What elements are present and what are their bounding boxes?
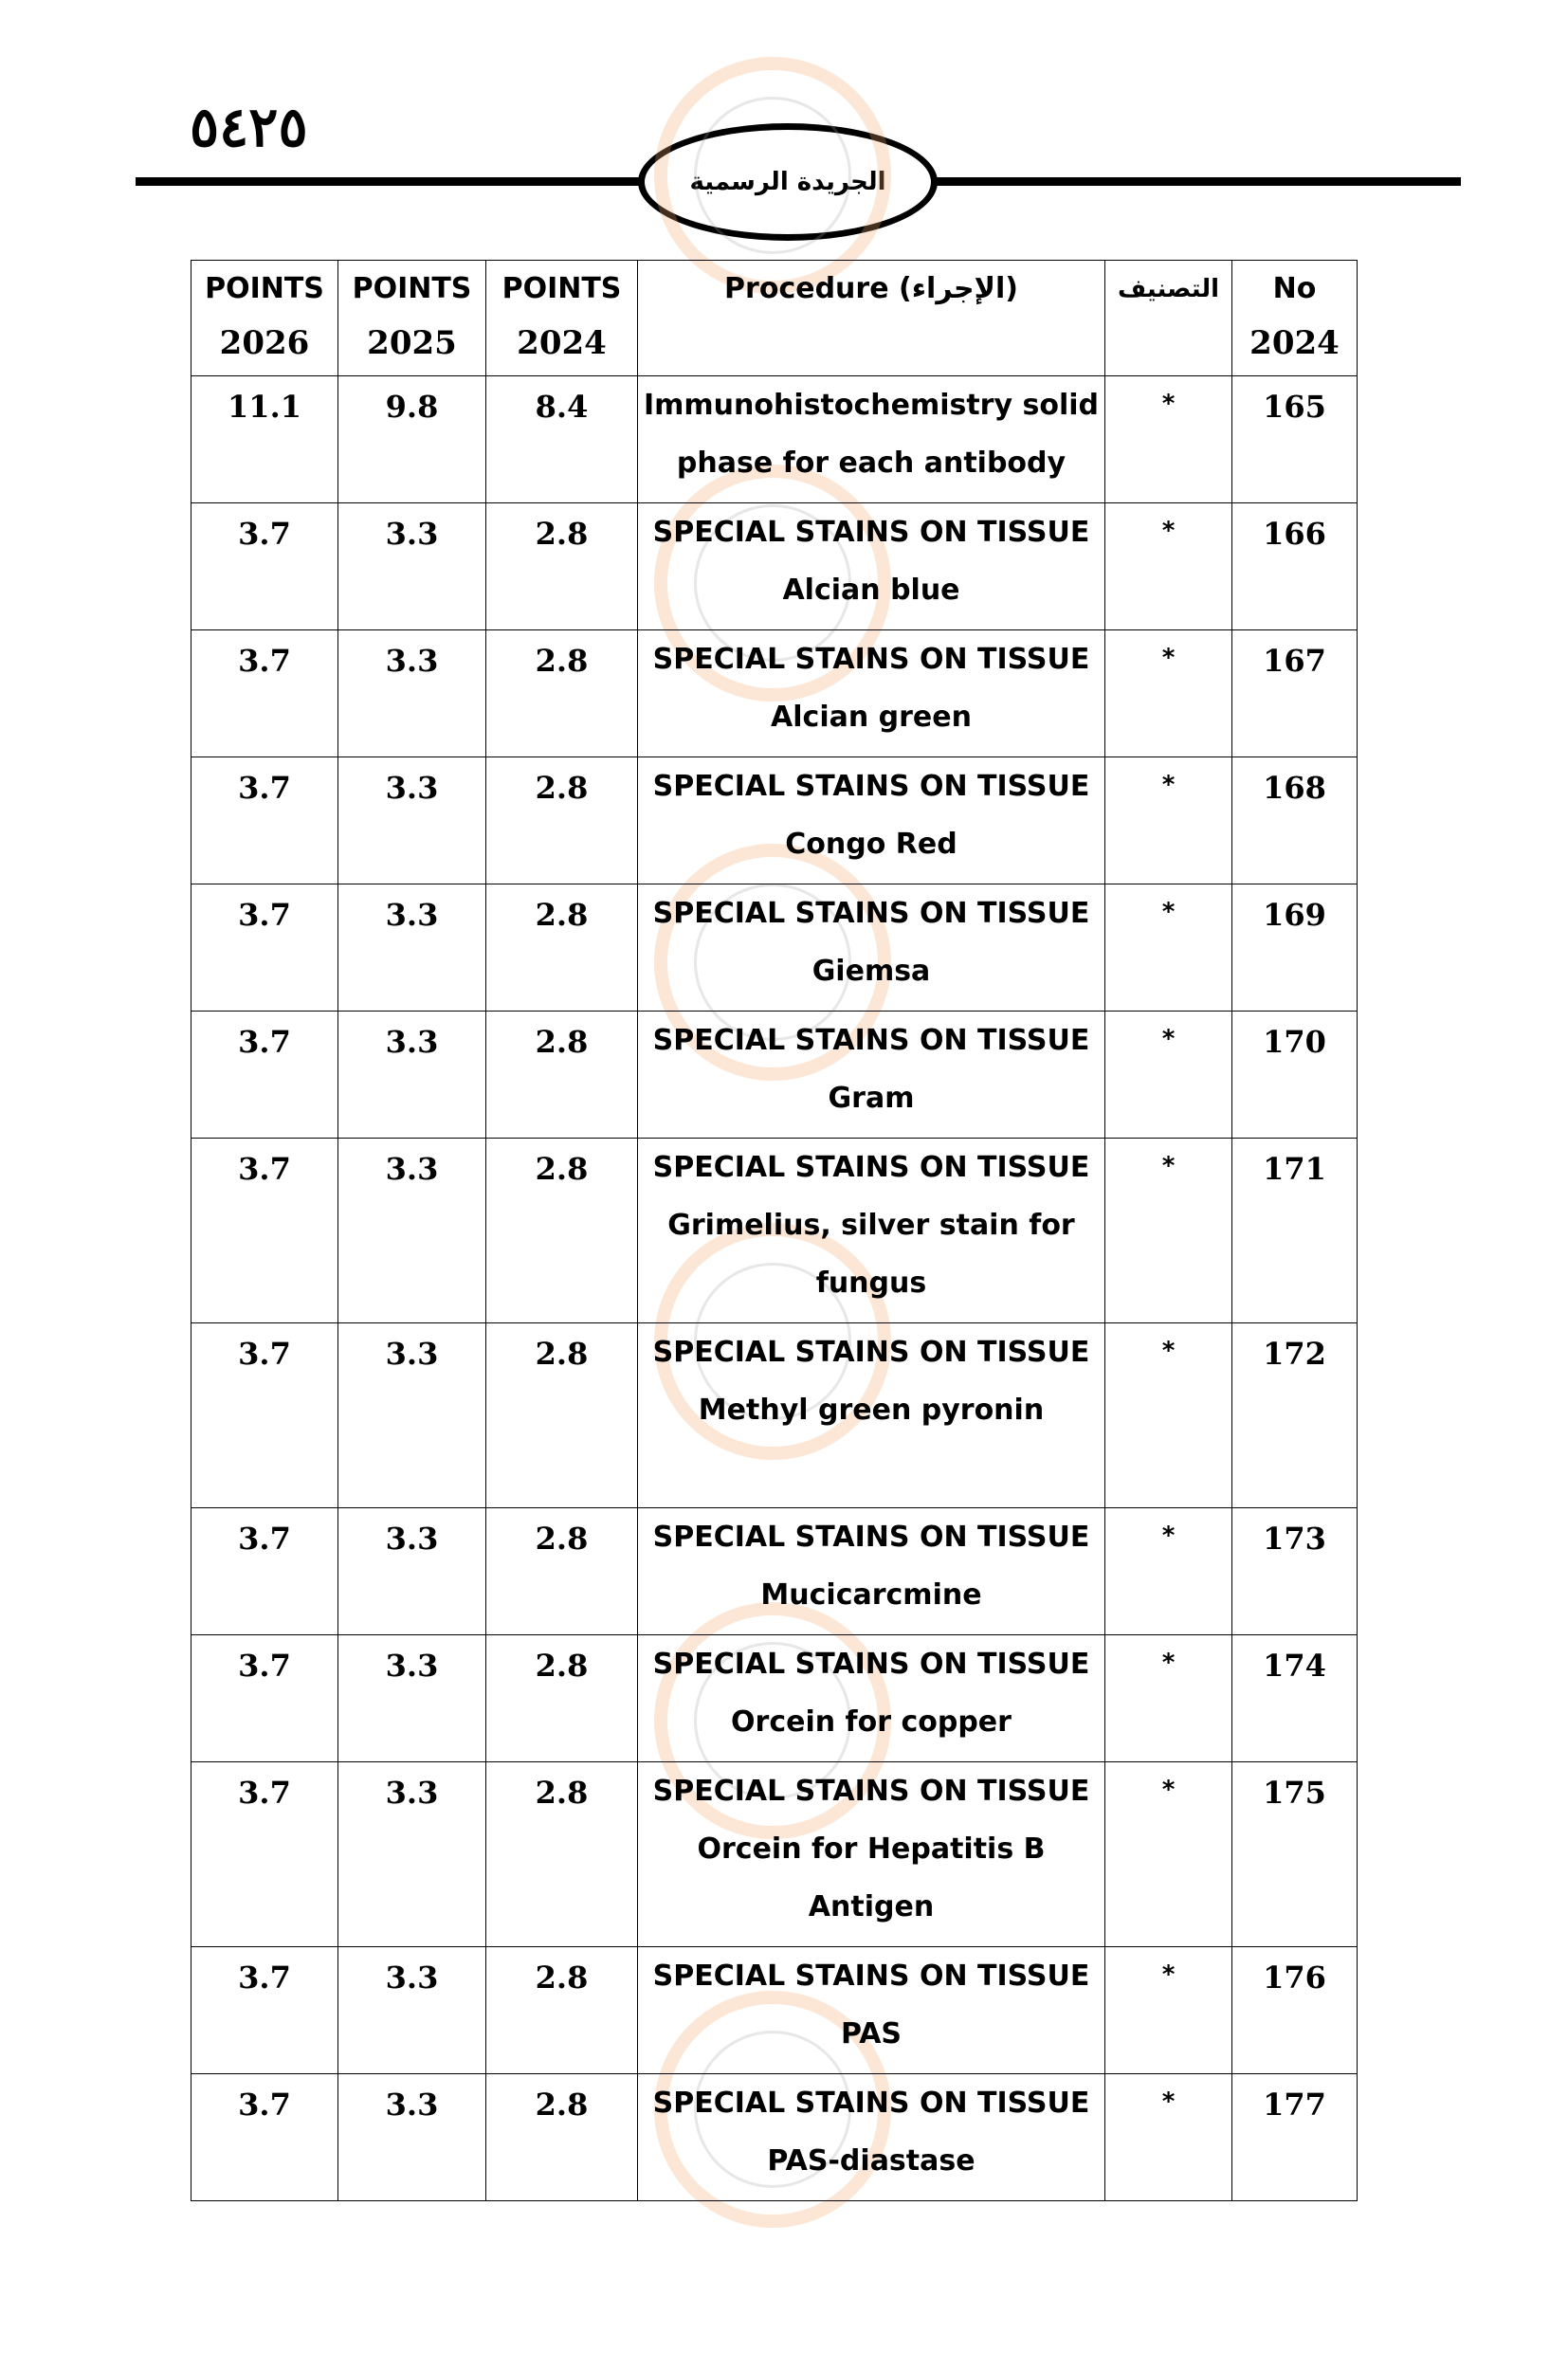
col-header-no: No 2024 xyxy=(1232,261,1358,376)
cell-points-2025: 3.3 xyxy=(338,2074,486,2201)
cell-points-2025: 3.3 xyxy=(338,1012,486,1139)
cell-no: 165 xyxy=(1232,376,1358,503)
table-row xyxy=(191,376,1358,503)
cell-points-2025: 3.3 xyxy=(338,1323,486,1508)
cell-points-2024: 2.8 xyxy=(486,1947,638,2074)
cell-procedure: SPECIAL STAINS ON TISSUE Mucicarcmine xyxy=(638,1508,1105,1635)
cell-classification: * xyxy=(1105,1947,1232,2074)
cell-points-2025: 3.3 xyxy=(338,1947,486,2074)
table-row xyxy=(191,1635,1358,1762)
cell-points-2026: 3.7 xyxy=(191,1139,338,1323)
table-row xyxy=(191,757,1358,884)
gazette-title-oval xyxy=(638,123,938,241)
cell-procedure: SPECIAL STAINS ON TISSUE Methyl green pyronin xyxy=(638,1323,1105,1508)
table-header-row xyxy=(191,261,1358,376)
table-row xyxy=(191,1762,1358,1947)
cell-points-2024: 2.8 xyxy=(486,1323,638,1508)
cell-points-2025: 3.3 xyxy=(338,1762,486,1947)
cell-classification: * xyxy=(1105,1139,1232,1323)
cell-points-2025: 3.3 xyxy=(338,1139,486,1323)
cell-no: 173 xyxy=(1232,1508,1358,1635)
table-row xyxy=(191,1012,1358,1139)
cell-procedure: SPECIAL STAINS ON TISSUE PAS-diastase xyxy=(638,2074,1105,2201)
cell-classification: * xyxy=(1105,1635,1232,1762)
cell-points-2024: 8.4 xyxy=(486,376,638,503)
col-header-procedure: Procedure (الإجراء) xyxy=(638,261,1105,376)
cell-no: 176 xyxy=(1232,1947,1358,2074)
cell-points-2024: 2.8 xyxy=(486,757,638,884)
cell-points-2026: 3.7 xyxy=(191,884,338,1012)
cell-no: 166 xyxy=(1232,503,1358,630)
cell-procedure: SPECIAL STAINS ON TISSUE Giemsa xyxy=(638,884,1105,1012)
cell-classification: * xyxy=(1105,757,1232,884)
cell-procedure: SPECIAL STAINS ON TISSUE Congo Red xyxy=(638,757,1105,884)
cell-points-2025: 3.3 xyxy=(338,1508,486,1635)
page-number: ٥٤٢٥ xyxy=(190,95,308,159)
cell-points-2024: 2.8 xyxy=(486,884,638,1012)
cell-procedure: SPECIAL STAINS ON TISSUE Gram xyxy=(638,1012,1105,1139)
cell-points-2024: 2.8 xyxy=(486,1012,638,1139)
cell-points-2024: 2.8 xyxy=(486,1635,638,1762)
cell-points-2026: 3.7 xyxy=(191,1012,338,1139)
cell-no: 170 xyxy=(1232,1012,1358,1139)
cell-points-2025: 3.3 xyxy=(338,1635,486,1762)
cell-points-2024: 2.8 xyxy=(486,2074,638,2201)
cell-procedure: SPECIAL STAINS ON TISSUE Orcein for Hepatitis B Antigen xyxy=(638,1762,1105,1947)
cell-points-2025: 3.3 xyxy=(338,630,486,757)
cell-points-2026: 3.7 xyxy=(191,1635,338,1762)
cell-points-2025: 3.3 xyxy=(338,757,486,884)
cell-points-2026: 11.1 xyxy=(191,376,338,503)
cell-no: 175 xyxy=(1232,1762,1358,1947)
cell-no: 168 xyxy=(1232,757,1358,884)
cell-points-2025: 9.8 xyxy=(338,376,486,503)
col-header-points-2024: POINTS 2024 xyxy=(486,261,638,376)
cell-classification: * xyxy=(1105,1762,1232,1947)
gazette-title: الجريدة الرسمية xyxy=(689,168,886,196)
cell-points-2024: 2.8 xyxy=(486,1508,638,1635)
cell-points-2026: 3.7 xyxy=(191,1323,338,1508)
cell-points-2024: 2.8 xyxy=(486,1762,638,1947)
cell-no: 171 xyxy=(1232,1139,1358,1323)
cell-no: 167 xyxy=(1232,630,1358,757)
cell-classification: * xyxy=(1105,376,1232,503)
cell-classification: * xyxy=(1105,2074,1232,2201)
table-row xyxy=(191,1508,1358,1635)
cell-classification: * xyxy=(1105,503,1232,630)
table-row xyxy=(191,1947,1358,2074)
cell-classification: * xyxy=(1105,1323,1232,1508)
table-row xyxy=(191,503,1358,630)
col-header-classification: التصنيف xyxy=(1105,261,1232,376)
cell-no: 169 xyxy=(1232,884,1358,1012)
cell-points-2025: 3.3 xyxy=(338,884,486,1012)
cell-points-2024: 2.8 xyxy=(486,503,638,630)
col-header-points-2026: POINTS 2026 xyxy=(191,261,338,376)
cell-points-2026: 3.7 xyxy=(191,1762,338,1947)
cell-classification: * xyxy=(1105,884,1232,1012)
cell-procedure: Immunohistochemistry solid phase for each antibody xyxy=(638,376,1105,503)
cell-points-2026: 3.7 xyxy=(191,1508,338,1635)
cell-no: 177 xyxy=(1232,2074,1358,2201)
cell-procedure: SPECIAL STAINS ON TISSUE Alcian green xyxy=(638,630,1105,757)
cell-points-2026: 3.7 xyxy=(191,757,338,884)
cell-no: 172 xyxy=(1232,1323,1358,1508)
cell-points-2026: 3.7 xyxy=(191,1947,338,2074)
cell-points-2025: 3.3 xyxy=(338,503,486,630)
cell-procedure: SPECIAL STAINS ON TISSUE Orcein for copper xyxy=(638,1635,1105,1762)
cell-procedure: SPECIAL STAINS ON TISSUE Grimelius, silver stain for fungus xyxy=(638,1139,1105,1323)
table-row xyxy=(191,2074,1358,2201)
cell-classification: * xyxy=(1105,1012,1232,1139)
cell-classification: * xyxy=(1105,630,1232,757)
cell-points-2026: 3.7 xyxy=(191,2074,338,2201)
table-row xyxy=(191,630,1358,757)
cell-classification: * xyxy=(1105,1508,1232,1635)
cell-points-2026: 3.7 xyxy=(191,503,338,630)
cell-points-2026: 3.7 xyxy=(191,630,338,757)
col-header-points-2025: POINTS 2025 xyxy=(338,261,486,376)
table-row xyxy=(191,1139,1358,1323)
cell-procedure: SPECIAL STAINS ON TISSUE PAS xyxy=(638,1947,1105,2074)
points-table xyxy=(191,260,1358,2201)
cell-points-2024: 2.8 xyxy=(486,1139,638,1323)
table-row xyxy=(191,884,1358,1012)
cell-procedure: SPECIAL STAINS ON TISSUE Alcian blue xyxy=(638,503,1105,630)
table-row xyxy=(191,1323,1358,1508)
cell-no: 174 xyxy=(1232,1635,1358,1762)
cell-points-2024: 2.8 xyxy=(486,630,638,757)
